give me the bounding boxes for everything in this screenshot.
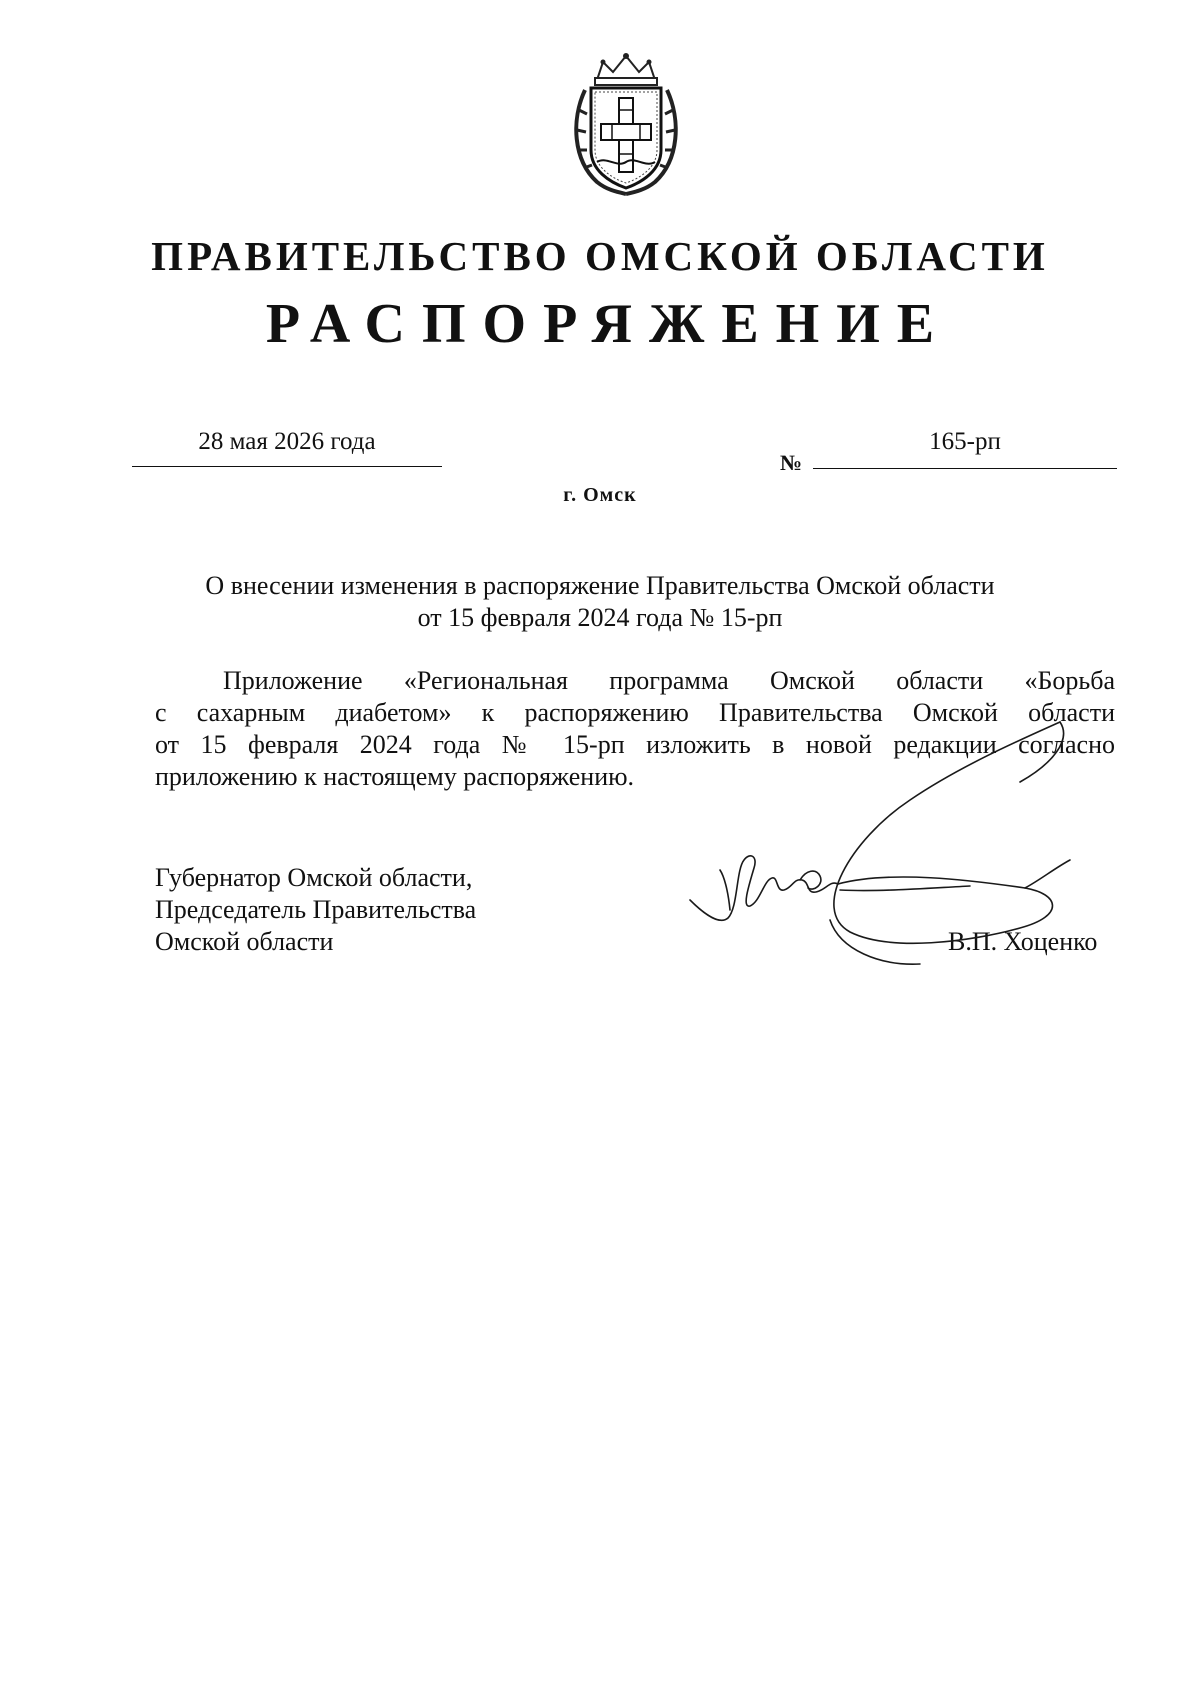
subject-line: О внесении изменения в распоряжение Правительства Омской области (205, 571, 995, 600)
issue-city: г. Омск (563, 484, 637, 506)
body-line: от 15 февраля 2024 года № 15-рп изложить в новой редакции согласно (155, 730, 1115, 759)
number-underline (813, 468, 1117, 469)
document-date: 28 мая 2026 года (198, 428, 376, 455)
document-type-title: РАСПОРЯЖЕНИЕ (265, 293, 952, 355)
signer-position-line: Омской области (155, 927, 334, 956)
document-number: 165-рп (929, 428, 1001, 455)
subject-line: от 15 февраля 2024 года № 15-рп (417, 603, 783, 632)
handwritten-signature-icon (680, 720, 1120, 990)
body-line: Приложение «Региональная программа Омской области «Борьба (223, 666, 1115, 695)
number-sign: № (780, 450, 803, 475)
signer-name: В.П. Хоценко (948, 927, 1098, 956)
signer-position-line: Председатель Правительства (155, 895, 477, 924)
body-line: с сахарным диабетом» к распоряжению Правительства Омской области (155, 698, 1115, 727)
date-underline (132, 466, 442, 467)
document-subject (150, 570, 1050, 634)
signer-position-line: Губернатор Омской области, (155, 863, 473, 892)
coat-of-arms-icon (567, 50, 685, 198)
body-line: приложению к настоящему распоряжению. (155, 762, 635, 791)
organization-title: ПРАВИТЕЛЬСТВО ОМСКОЙ ОБЛАСТИ (151, 233, 1049, 279)
signer-position (155, 862, 655, 958)
